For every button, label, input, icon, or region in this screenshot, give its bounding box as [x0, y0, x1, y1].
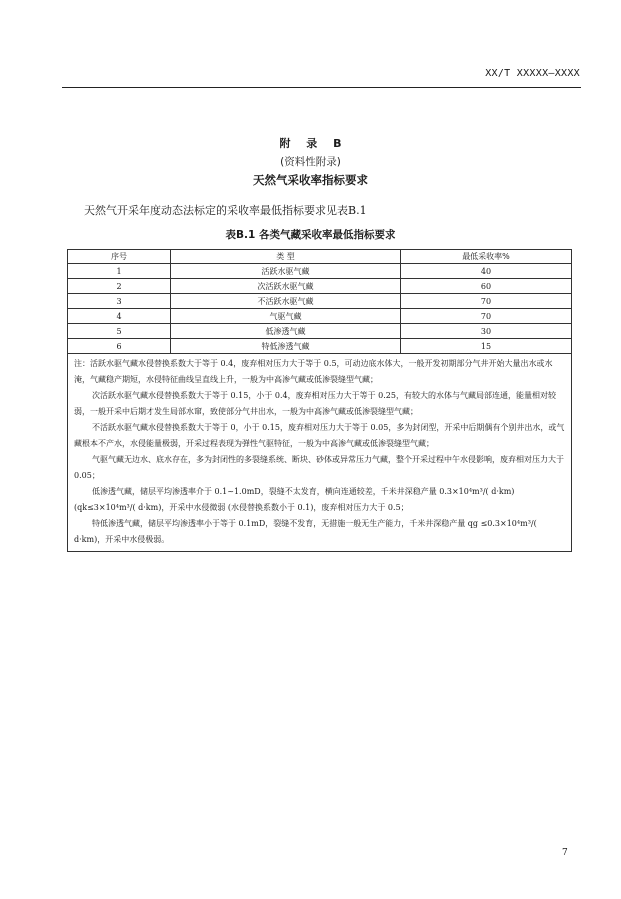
- cell-index: 5: [68, 324, 171, 339]
- appendix-title: 天然气采收率指标要求: [253, 173, 368, 187]
- cell-type: 次活跃水驱气藏: [171, 279, 401, 294]
- note-low-permeability: 低渗透气藏，储层平均渗透率介于 0.1~1.0mD，裂缝不太发育，横向连通较差，千米井深稳产量 0.3×10⁴m³/( d·km) (qk≤3×10⁴m³/( d·km)，开采中水侵微弱 (水侵替换系数小于 0.1)，废弃相对压力大于 0.5；: [74, 487, 515, 512]
- page-number: 7: [562, 848, 568, 858]
- table-header-row: [68, 250, 572, 264]
- cell-type: 低渗透气藏: [171, 324, 401, 339]
- header-min-recovery: 最低采收率%: [401, 250, 572, 264]
- document-code: XX/T XXXXX—XXXX: [485, 68, 580, 79]
- table-row: [68, 339, 572, 354]
- table-row: [68, 294, 572, 309]
- note-inactive-water-drive: 不活跃水驱气藏水侵替换系数大于等于 0，小于 0.15，废弃相对压力大于等于 0.05，多为封闭型，开采中后期偶有个别井出水，或气藏根本不产水，水侵能量极弱，开采过程表现为弹性气驱特征，一般为中高渗气藏或低渗裂缝型气藏；: [74, 423, 565, 448]
- cell-type: 气驱气藏: [171, 309, 401, 324]
- cell-rate: 60: [401, 279, 572, 294]
- note-active-water-drive: 注：活跃水驱气藏水侵替换系数大于等于 0.4，废弃相对压力大于等于 0.5，可动边底水体大，一般开发初期部分气井开始大量出水或水淹，气藏稳产期短，水侵特征曲线呈直线上升，一般为中高渗气藏或低渗裂缝型气藏；: [74, 359, 553, 384]
- table-notes-row: [68, 354, 572, 552]
- table-row: [68, 309, 572, 324]
- note-subactive-water-drive: 次活跃水驱气藏水侵替换系数大于等于 0.15，小于 0.4，废弃相对压力大于等于 0.25，有较大的水体与气藏局部连通，能量相对较弱，一般开采中后期才发生局部水窜，致使部分气井出水，一般为中高渗气藏或低渗裂缝型气藏；: [74, 391, 556, 416]
- cell-index: 4: [68, 309, 171, 324]
- table-row: [68, 279, 572, 294]
- appendix-label: 附 录 B: [279, 137, 348, 150]
- intro-paragraph: 天然气开采年度动态法标定的采收率最低指标要求见表B.1: [84, 204, 367, 217]
- recovery-rate-table: [67, 249, 572, 552]
- header-rule: [62, 87, 581, 88]
- cell-type: 特低渗透气藏: [171, 339, 401, 354]
- table-notes: [68, 354, 572, 552]
- cell-index: 2: [68, 279, 171, 294]
- appendix-nature: (资料性附录): [280, 156, 341, 168]
- table-caption: 表B.1 各类气藏采收率最低指标要求: [225, 229, 396, 241]
- table-row: [68, 264, 572, 279]
- note-ultra-low-permeability: 特低渗透气藏，储层平均渗透率小于等于 0.1mD，裂缝不发育，无措施一般无生产能力，千米井深稳产量 qg ≤0.3×10⁴m³/( d·km)，开采中水侵极弱。: [74, 519, 537, 544]
- cell-rate: 70: [401, 294, 572, 309]
- cell-index: 6: [68, 339, 171, 354]
- header-type: 类 型: [171, 250, 401, 264]
- cell-rate: 15: [401, 339, 572, 354]
- cell-index: 1: [68, 264, 171, 279]
- note-gas-drive: 气驱气藏无边水、底水存在，多为封闭性的多裂缝系统、断块、砂体或异常压力气藏，整个开采过程中午水侵影响，废弃相对压力大于 0.05；: [74, 455, 564, 480]
- table-row: [68, 324, 572, 339]
- cell-type: 活跃水驱气藏: [171, 264, 401, 279]
- cell-index: 3: [68, 294, 171, 309]
- header-index: 序号: [68, 250, 171, 264]
- cell-rate: 70: [401, 309, 572, 324]
- cell-rate: 30: [401, 324, 572, 339]
- cell-type: 不活跃水驱气藏: [171, 294, 401, 309]
- cell-rate: 40: [401, 264, 572, 279]
